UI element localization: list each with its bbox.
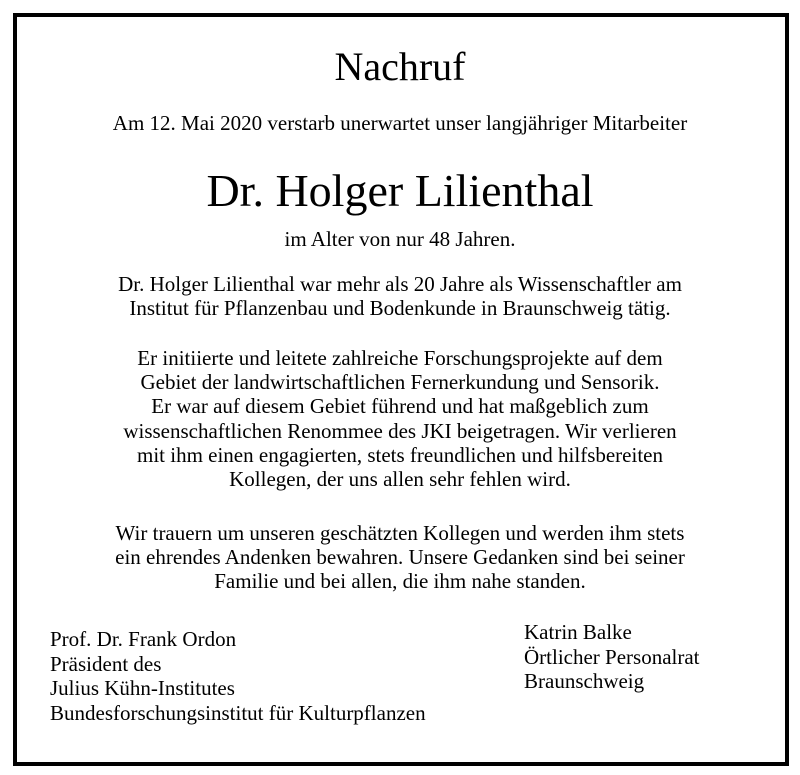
text-line: Kollegen, der uns allen sehr fehlen wird. [229, 467, 571, 492]
signature-line: Bundesforschungsinstitut für Kulturpflanzen [50, 700, 426, 725]
text-line: mit ihm einen engagierten, stets freundlichen und hilfsbereiten [136, 442, 663, 467]
notice-title: Nachruf [334, 44, 466, 89]
text-line: Er initiierte und leitete zahlreiche Forschungsprojekte auf dem [137, 346, 663, 370]
signature-line: Braunschweig [524, 669, 645, 693]
paragraph-condolence [0, 521, 800, 594]
text-line: Gebiet der landwirtschaftlichen Fernerkundung und Sensorik. [140, 370, 660, 395]
signature-president [50, 627, 426, 725]
paragraph-achievements [0, 346, 800, 491]
signature-line: Präsident des [50, 651, 162, 676]
text-line: Wir trauern um unseren geschätzten Kollegen und werden ihm stets [115, 521, 685, 545]
text-line: wissenschaftlichen Renommee des JKI beigetragen. Wir verlieren [123, 418, 677, 443]
age-line: im Alter von nur 48 Jahren. [284, 227, 516, 251]
text-line: Familie und bei allen, die ihm nahe standen. [214, 569, 586, 594]
text-line: Dr. Holger Lilienthal war mehr als 20 Jahre als Wissenschaftler am [118, 272, 682, 296]
signature-line: Örtlicher Personalrat [524, 644, 700, 669]
text-line: Er war auf diesem Gebiet führend und hat maßgeblich zum [151, 394, 649, 419]
paragraph-career [0, 272, 800, 320]
text-line: ein ehrendes Andenken bewahren. Unsere Gedanken sind bei seiner [115, 545, 685, 570]
text-line: Institut für Pflanzenbau und Bodenkunde in Braunschweig tätig. [129, 296, 671, 321]
signature-line: Julius Kühn-Institutes [50, 676, 235, 700]
signature-staff-council [524, 620, 700, 694]
signature-line: Prof. Dr. Frank Ordon [50, 627, 237, 651]
intro-line: Am 12. Mai 2020 verstarb unerwartet unser langjähriger Mitarbeiter [112, 111, 688, 135]
deceased-name: Dr. Holger Lilienthal [206, 165, 594, 216]
signature-line: Katrin Balke [524, 620, 632, 644]
